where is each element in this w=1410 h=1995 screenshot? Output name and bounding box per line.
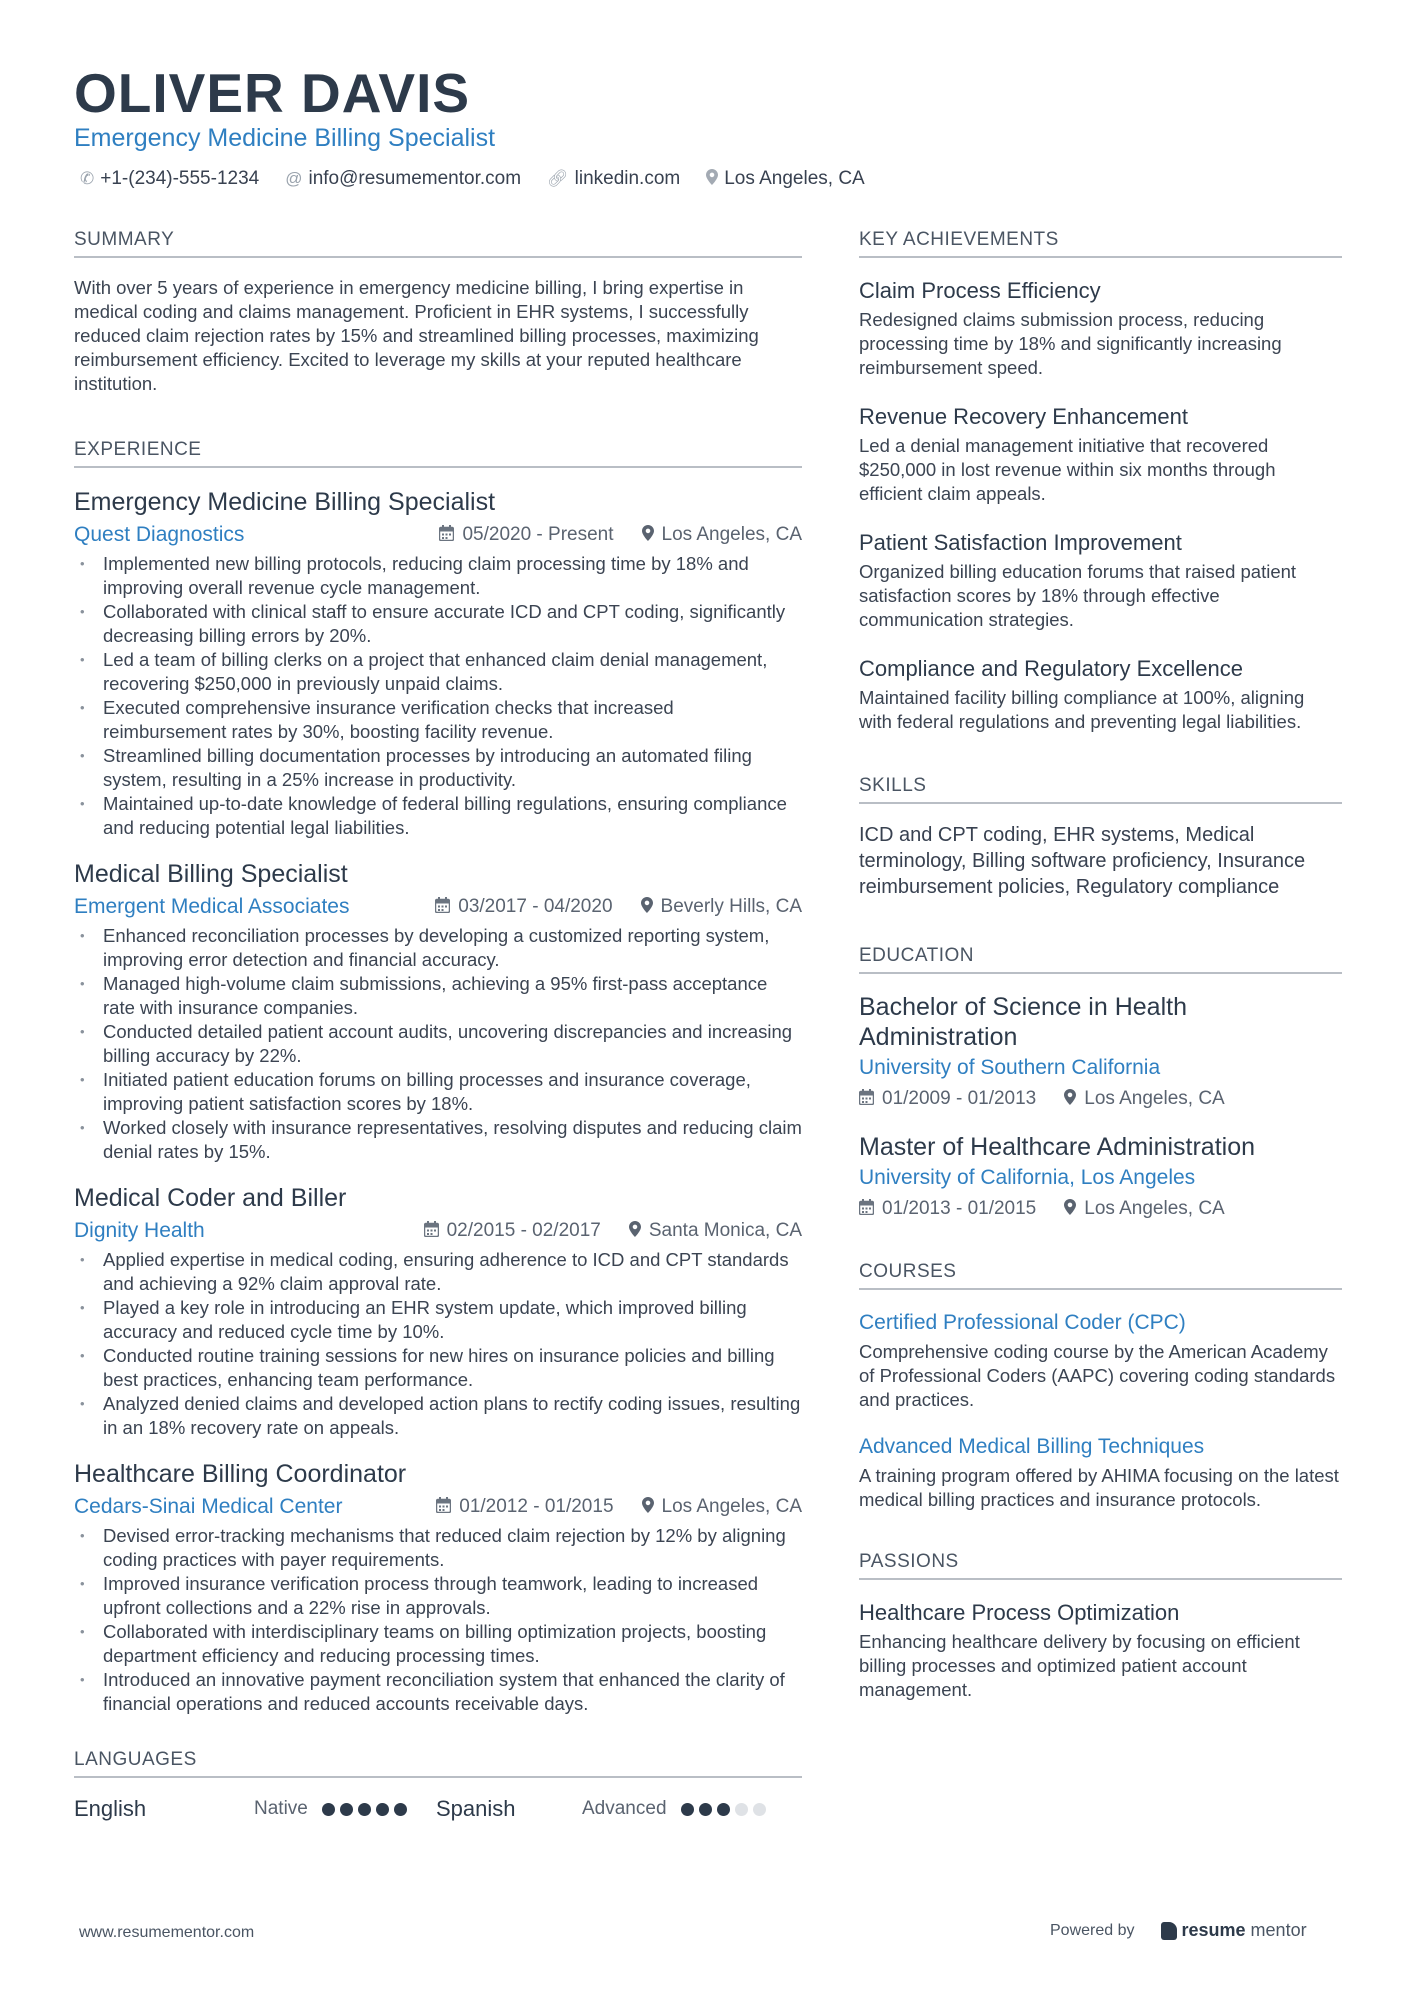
candidate-name: OLIVER DAVIS [74, 62, 471, 124]
course-title: Advanced Medical Billing Techniques [859, 1435, 1205, 1458]
passion-desc: Enhancing healthcare delivery by focusing on efficient billing processes and optimized patient account management. [859, 1631, 1300, 1700]
course-desc: A training program offered by AHIMA focusing on the latest medical billing practices and insurance protocols. [859, 1465, 1339, 1510]
job-bullet: • Collaborated with interdisciplinary teams on billing optimization projects, boosting department efficiency and reducing processing times. [74, 1620, 802, 1668]
job-bullet: • Conducted routine training sessions for new hires on insurance policies and billing best practices, enhancing team performance. [74, 1344, 802, 1392]
rating-dot-filled [681, 1803, 694, 1816]
link-icon: 🔗︎ [547, 169, 569, 188]
summary-heading: SUMMARY [74, 228, 802, 258]
achievement-desc: Maintained facility billing compliance at 100%, aligning with federal regulations and preventing legal liabilities. [859, 687, 1305, 732]
education-meta [859, 1194, 1342, 1224]
contact-bar [80, 168, 865, 190]
passion-item [859, 1598, 1342, 1702]
education-location [1064, 1198, 1224, 1220]
education-dates-text: 01/2013 - 01/2015 [882, 1198, 1037, 1219]
footer-branding [1050, 1920, 1307, 1941]
job-location-text: Santa Monica, CA [648, 1220, 802, 1241]
job-company: Cedars-Sinai Medical Center [74, 1495, 343, 1518]
job-meta-right [435, 896, 802, 918]
education-location-text: Los Angeles, CA [1084, 1088, 1225, 1109]
achievement-title: Patient Satisfaction Improvement [859, 530, 1182, 555]
languages-heading: LANGUAGES [74, 1748, 802, 1778]
achievement-desc: Organized billing education forums that raised patient satisfaction scores by 18% through effective communication strategies. [859, 561, 1297, 630]
job-location [642, 1496, 802, 1518]
at-icon: @ [285, 169, 303, 188]
job-entry [74, 1182, 802, 1440]
brand-light-text: mentor [1250, 1920, 1307, 1940]
location-pin-icon [706, 169, 718, 190]
job-bullet: • Enhanced reconciliation processes by developing a customized reporting system, improving error detection and financial accuracy. [74, 924, 802, 972]
job-title: Medical Coder and Biller [74, 1184, 347, 1212]
job-bullet: • Devised error-tracking mechanisms that reduced claim rejection by 12% by aligning coding practices with payer requirements. [74, 1524, 802, 1572]
achievement-item [859, 276, 1342, 380]
achievement-desc: Redesigned claims submission process, reducing processing time by 18% and significantly increasing reimbursement speed. [859, 309, 1282, 378]
education-degree: Master of Healthcare Administration [859, 1133, 1256, 1161]
contact-linkedin[interactable] [547, 168, 680, 190]
location-pin-icon [1064, 1089, 1076, 1110]
job-title: Emergency Medicine Billing Specialist [74, 488, 496, 516]
job-meta-right [439, 524, 802, 546]
language-level: Advanced [582, 1798, 667, 1819]
education-item [859, 992, 1342, 1114]
rating-dot-filled [376, 1803, 389, 1816]
job-dates [436, 1496, 613, 1518]
phone-icon: ✆ [80, 169, 95, 188]
job-dates [439, 524, 613, 546]
job-title: Healthcare Billing Coordinator [74, 1460, 407, 1488]
job-bullet: • Initiated patient education forums on billing processes and insurance coverage, improving patient satisfaction scores by 18%. [74, 1068, 802, 1116]
job-bullets [74, 1524, 802, 1716]
job-dates-text: 05/2020 - Present [462, 524, 614, 545]
email-text[interactable]: info@resumementor.com [308, 168, 522, 189]
language-item [436, 1796, 802, 1822]
job-title: Medical Billing Specialist [74, 860, 348, 888]
job-meta [74, 890, 802, 924]
language-rating [681, 1803, 766, 1816]
right-column [859, 228, 1342, 1724]
calendar-icon [859, 1089, 874, 1110]
education-item [859, 1132, 1342, 1224]
language-level: Native [254, 1798, 308, 1819]
job-meta [74, 1490, 802, 1524]
calendar-icon [424, 1221, 439, 1242]
job-meta-right [424, 1220, 802, 1242]
achievement-item [859, 402, 1342, 506]
rating-dot-filled [699, 1803, 712, 1816]
education-dates [859, 1198, 1036, 1220]
job-meta [74, 518, 802, 552]
education-degree: Bachelor of Science in Health Administration [859, 993, 1187, 1051]
rating-dot-filled [394, 1803, 407, 1816]
brand-mark-icon [1161, 1922, 1177, 1940]
education-school: University of Southern California [859, 1056, 1161, 1079]
education-location-text: Los Angeles, CA [1084, 1198, 1225, 1219]
brand-bold-text: resume [1181, 1920, 1246, 1940]
skills-heading: SKILLS [859, 774, 1342, 804]
achievement-desc: Led a denial management initiative that recovered $250,000 in lost revenue within six months through efficient claim appeals. [859, 435, 1276, 504]
job-bullet: • Analyzed denied claims and developed action plans to rectify coding issues, resulting in an 18% recovery rate on appeals. [74, 1392, 802, 1440]
rating-dot-filled [717, 1803, 730, 1816]
summary-text: With over 5 years of experience in emergency medicine billing, I bring expertise in medical coding and claims management. Proficient in EHR systems, I successfully reduced claim rejection rates by 15% and streamlined billing processes, maximizing reimbursement efficiency. Excited to leverage my skills at your reputed healthcare institution. [74, 277, 759, 394]
job-bullet: • Conducted detailed patient account audits, uncovering discrepancies and increasing billing accuracy by 22%. [74, 1020, 802, 1068]
achievement-item [859, 528, 1342, 632]
job-location-text: Beverly Hills, CA [660, 896, 802, 917]
job-bullet: • Improved insurance verification process through teamwork, leading to increased upfront collections and a 22% rise in approvals. [74, 1572, 802, 1620]
job-meta-right [436, 1496, 802, 1518]
job-dates-text: 01/2012 - 01/2015 [459, 1496, 614, 1517]
education-dates [859, 1088, 1036, 1110]
job-bullet: • Played a key role in introducing an EHR system update, which improved billing accuracy and reduced cycle time by 10%. [74, 1296, 802, 1344]
achievement-item [859, 654, 1342, 734]
contact-location [706, 168, 864, 190]
achievements-heading: KEY ACHIEVEMENTS [859, 228, 1342, 258]
contact-email[interactable] [285, 168, 521, 190]
job-bullet: • Executed comprehensive insurance verification checks that increased reimbursement rates by 30%, boosting facility revenue. [74, 696, 802, 744]
job-company: Quest Diagnostics [74, 523, 245, 546]
job-location [641, 896, 802, 918]
job-entry [74, 486, 802, 840]
job-bullet: • Worked closely with insurance representatives, resolving disputes and reducing claim denial rates by 15%. [74, 1116, 802, 1164]
job-entry [74, 1458, 802, 1716]
education-meta [859, 1084, 1342, 1114]
job-dates [435, 896, 612, 918]
education-dates-text: 01/2009 - 01/2013 [882, 1088, 1037, 1109]
location-pin-icon [641, 897, 653, 918]
job-location-text: Los Angeles, CA [661, 524, 802, 545]
job-bullet: • Led a team of billing clerks on a project that enhanced claim denial management, recovering $250,000 in previously unpaid claims. [74, 648, 802, 696]
passion-title: Healthcare Process Optimization [859, 1600, 1180, 1625]
calendar-icon [859, 1199, 874, 1220]
language-rating [322, 1803, 407, 1816]
job-bullet: • Introduced an innovative payment reconciliation system that enhanced the clarity of financial operations and reduced accounts receivable days. [74, 1668, 802, 1716]
location-pin-icon [642, 1497, 654, 1518]
calendar-icon [439, 525, 454, 546]
language-name: English [74, 1796, 147, 1821]
job-bullet: • Maintained up-to-date knowledge of federal billing regulations, ensuring compliance and reducing potential legal liabilities. [74, 792, 802, 840]
job-dates [424, 1220, 601, 1242]
job-company: Dignity Health [74, 1219, 205, 1242]
phone-text: +1-(234)-555-1234 [100, 168, 260, 189]
location-text: Los Angeles, CA [724, 168, 865, 189]
calendar-icon [436, 1497, 451, 1518]
left-column [74, 228, 802, 1822]
course-title: Certified Professional Coder (CPC) [859, 1311, 1186, 1334]
location-pin-icon [629, 1221, 641, 1242]
rating-dot-empty [753, 1803, 766, 1816]
job-bullet: • Managed high-volume claim submissions, achieving a 95% first-pass acceptance rate with insurance companies. [74, 972, 802, 1020]
job-meta [74, 1214, 802, 1248]
job-bullet: • Applied expertise in medical coding, ensuring adherence to ICD and CPT standards and achieving a 92% claim approval rate. [74, 1248, 802, 1296]
language-name: Spanish [436, 1796, 516, 1821]
languages-row [74, 1796, 802, 1822]
education-school: University of California, Los Angeles [859, 1166, 1196, 1189]
linkedin-text[interactable]: linkedin.com [574, 168, 681, 189]
job-bullet: • Implemented new billing protocols, reducing claim processing time by 18% and improving overall revenue cycle management. [74, 552, 802, 600]
course-item [859, 1308, 1342, 1412]
powered-by-text: Powered by [1050, 1921, 1135, 1939]
passions-heading: PASSIONS [859, 1550, 1342, 1580]
course-item [859, 1432, 1342, 1512]
calendar-icon [435, 897, 450, 918]
achievement-title: Claim Process Efficiency [859, 278, 1101, 303]
rating-dot-filled [358, 1803, 371, 1816]
rating-dot-filled [322, 1803, 335, 1816]
rating-dot-empty [735, 1803, 748, 1816]
brand-logo[interactable] [1161, 1920, 1307, 1941]
job-location [629, 1220, 802, 1242]
course-desc: Comprehensive coding course by the American Academy of Professional Coders (AAPC) covering coding standards and practices. [859, 1341, 1336, 1410]
location-pin-icon [642, 525, 654, 546]
job-entry [74, 858, 802, 1164]
job-dates-text: 03/2017 - 04/2020 [458, 896, 613, 917]
location-pin-icon [1064, 1199, 1076, 1220]
job-bullets [74, 924, 802, 1164]
candidate-title: Emergency Medicine Billing Specialist [74, 124, 496, 152]
rating-dot-filled [340, 1803, 353, 1816]
job-bullet: • Collaborated with clinical staff to ensure accurate ICD and CPT coding, significantly decreasing billing errors by 20%. [74, 600, 802, 648]
job-location [642, 524, 802, 546]
experience-heading: EXPERIENCE [74, 438, 802, 468]
job-dates-text: 02/2015 - 02/2017 [446, 1220, 601, 1241]
education-location [1064, 1088, 1224, 1110]
job-bullets [74, 552, 802, 840]
achievement-title: Compliance and Regulatory Excellence [859, 656, 1243, 681]
job-location-text: Los Angeles, CA [661, 1496, 802, 1517]
education-heading: EDUCATION [859, 944, 1342, 974]
job-bullets [74, 1248, 802, 1440]
footer-website[interactable]: www.resumementor.com [79, 1924, 255, 1941]
courses-heading: COURSES [859, 1260, 1342, 1290]
job-company: Emergent Medical Associates [74, 895, 350, 918]
skills-text: ICD and CPT coding, EHR systems, Medical terminology, Billing software proficiency, Insurance reimbursement policies, Regulatory compliance [859, 824, 1306, 898]
achievement-title: Revenue Recovery Enhancement [859, 404, 1188, 429]
job-bullet: • Streamlined billing documentation processes by introducing an automated filing system, resulting in a 25% increase in productivity. [74, 744, 802, 792]
contact-phone [80, 168, 259, 190]
language-item [74, 1796, 436, 1822]
